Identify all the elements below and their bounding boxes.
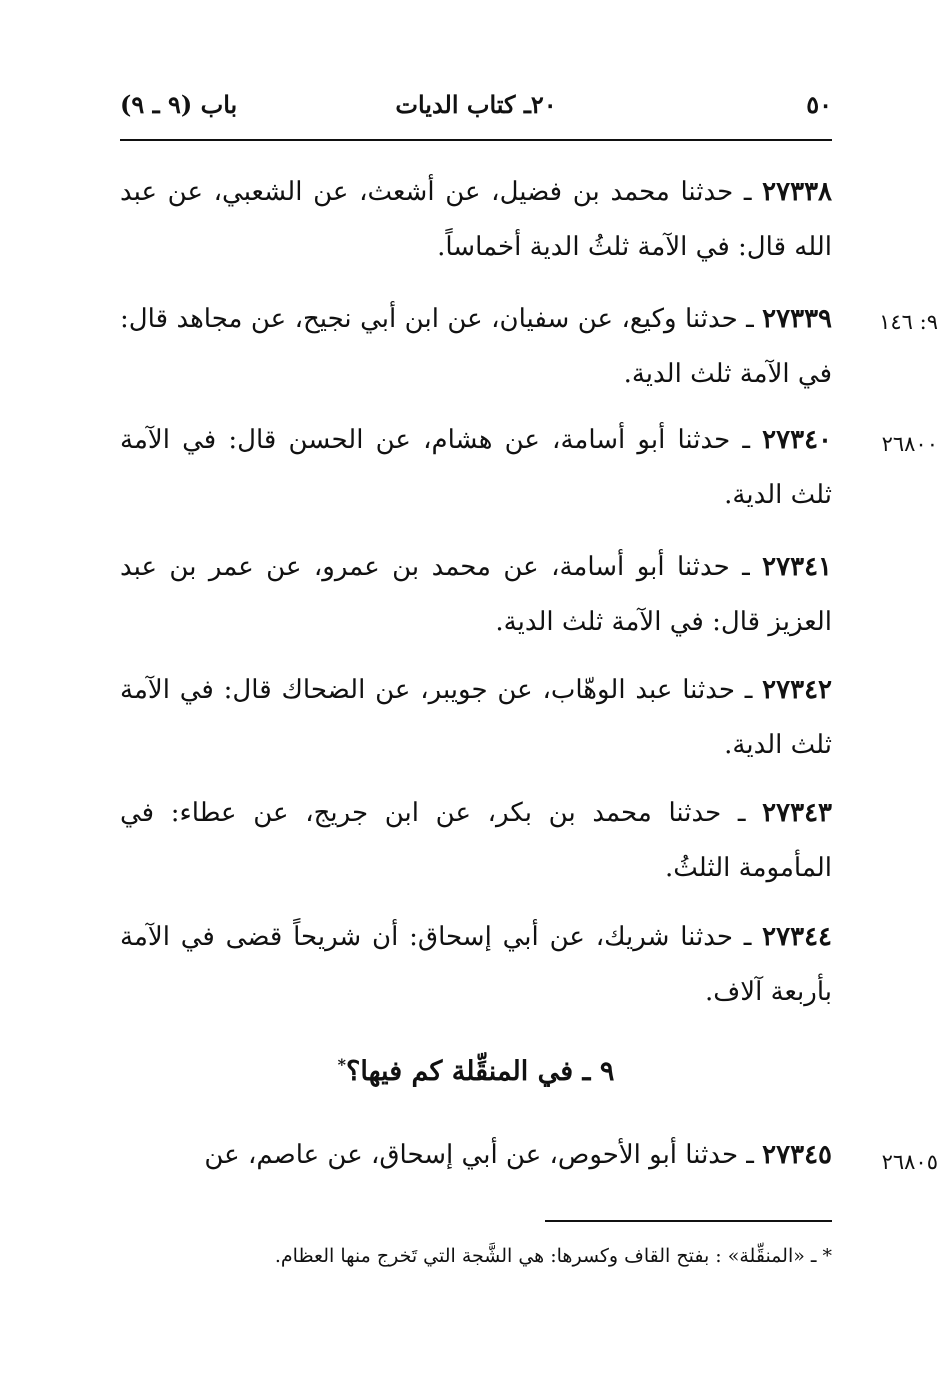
hadith-entry — [120, 292, 832, 402]
footnote-text: ـ «المنقِّلة» : بفتح القاف وكسرها: هي الشَّجة التي تَخرج منها العظام. — [274, 1245, 823, 1267]
hadith-text: ـ حدثنا وكيع، عن سفيان، عن ابن أبي نجيح، عن مجاهد قال: في الآمة ثلث الدية. — [120, 304, 832, 389]
chapter-reference: باب (٩ ـ ٩) — [120, 90, 238, 119]
header-rule — [120, 139, 832, 141]
hadith-entry — [120, 1128, 832, 1183]
margin-reference: ٩: ١٤٦ — [879, 310, 938, 334]
hadith-entry — [120, 663, 832, 773]
hadith-number: ٢٧٣٤٠ — [762, 425, 832, 455]
margin-reference: ٢٦٨٠٥ — [881, 1150, 938, 1174]
hadith-text: ـ حدثنا أبو أسامة، عن هشام، عن الحسن قال: في الآمة ثلث الدية. — [120, 425, 832, 510]
section-heading-text: ٩ ـ في المنقِّلة كم فيها؟ — [346, 1056, 615, 1087]
page-number: ٥٠ — [806, 90, 832, 119]
hadith-entry — [120, 786, 832, 896]
hadith-text: ـ حدثنا شريك، عن أبي إسحاق: أن شريحاً قضى في الآمة بأربعة آلاف. — [120, 922, 832, 1007]
hadith-text: ـ حدثنا أبو أسامة، عن محمد بن عمرو، عن عمر بن عبد العزيز قال: في الآمة ثلث الدية. — [120, 552, 832, 637]
hadith-number: ٢٧٣٤٤ — [762, 922, 832, 952]
page-header — [120, 90, 832, 130]
hadith-number: ٢٧٣٤٢ — [762, 675, 832, 705]
hadith-text: ـ حدثنا محمد بن بكر، عن ابن جريج، عن عطاء: في المأمومة الثلثُ. — [120, 798, 832, 883]
book-title: ٢٠ـ كتاب الديات — [395, 90, 557, 119]
hadith-number: ٢٧٣٤٣ — [762, 798, 832, 828]
hadith-text: ـ حدثنا محمد بن فضيل، عن أشعث، عن الشعبي، عن عبد الله قال: في الآمة ثلثُ الدية أخماساً. — [120, 177, 832, 262]
hadith-number: ٢٧٣٤٥ — [762, 1140, 832, 1170]
hadith-text: ـ حدثنا أبو الأحوص، عن أبي إسحاق، عن عاصم، عن — [204, 1140, 763, 1170]
hadith-number: ٢٧٣٣٩ — [762, 304, 832, 334]
footnote-marker: * — [822, 1245, 832, 1267]
margin-reference: ٢٦٨٠٠ — [881, 432, 938, 456]
hadith-entry — [120, 165, 832, 275]
footnote-rule — [545, 1220, 832, 1222]
footnote — [120, 1245, 832, 1267]
footnote-marker: * — [337, 1055, 347, 1074]
hadith-entry — [120, 910, 832, 1020]
hadith-number: ٢٧٣٤١ — [762, 552, 832, 582]
hadith-entry — [120, 540, 832, 650]
hadith-number: ٢٧٣٣٨ — [762, 177, 832, 207]
hadith-entry — [120, 413, 832, 523]
hadith-text: ـ حدثنا عبد الوهّاب، عن جويبر، عن الضحاك قال: في الآمة ثلث الدية. — [120, 675, 832, 760]
section-heading — [120, 1055, 832, 1087]
